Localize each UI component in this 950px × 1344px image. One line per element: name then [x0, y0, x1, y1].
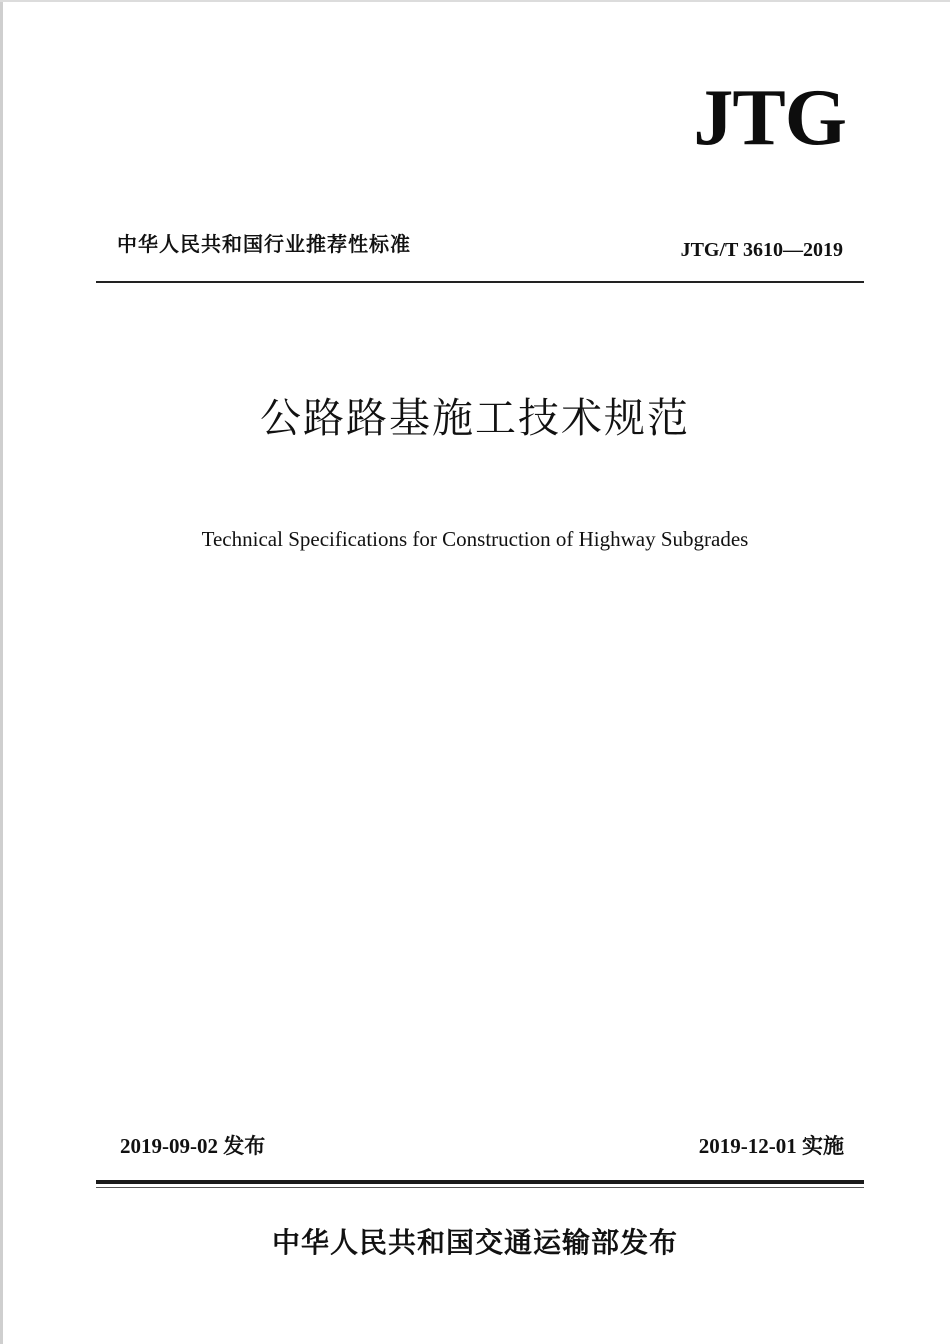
issue-date: 2019-09-02 发布: [120, 1134, 266, 1158]
publisher: 中华人民共和国交通运输部发布: [271, 1226, 678, 1259]
document-title-english: Technical Specifications for Construction of Highway Subgrades: [201, 527, 749, 551]
header-divider: [96, 281, 864, 283]
scan-edge-top: [0, 0, 950, 2]
jtg-logo: JTG: [693, 74, 846, 162]
footer-divider-thin: [96, 1187, 864, 1188]
effective-date: 2019-12-01 实施: [698, 1134, 844, 1158]
document-title-chinese: 公路路基施工技术规范: [260, 394, 690, 442]
standard-code: JTG/T 3610—2019: [680, 239, 843, 261]
scan-edge-left: [0, 0, 3, 1344]
footer-divider-thick: [96, 1180, 864, 1184]
standard-category: 中华人民共和国行业推荐性标准: [117, 232, 411, 256]
